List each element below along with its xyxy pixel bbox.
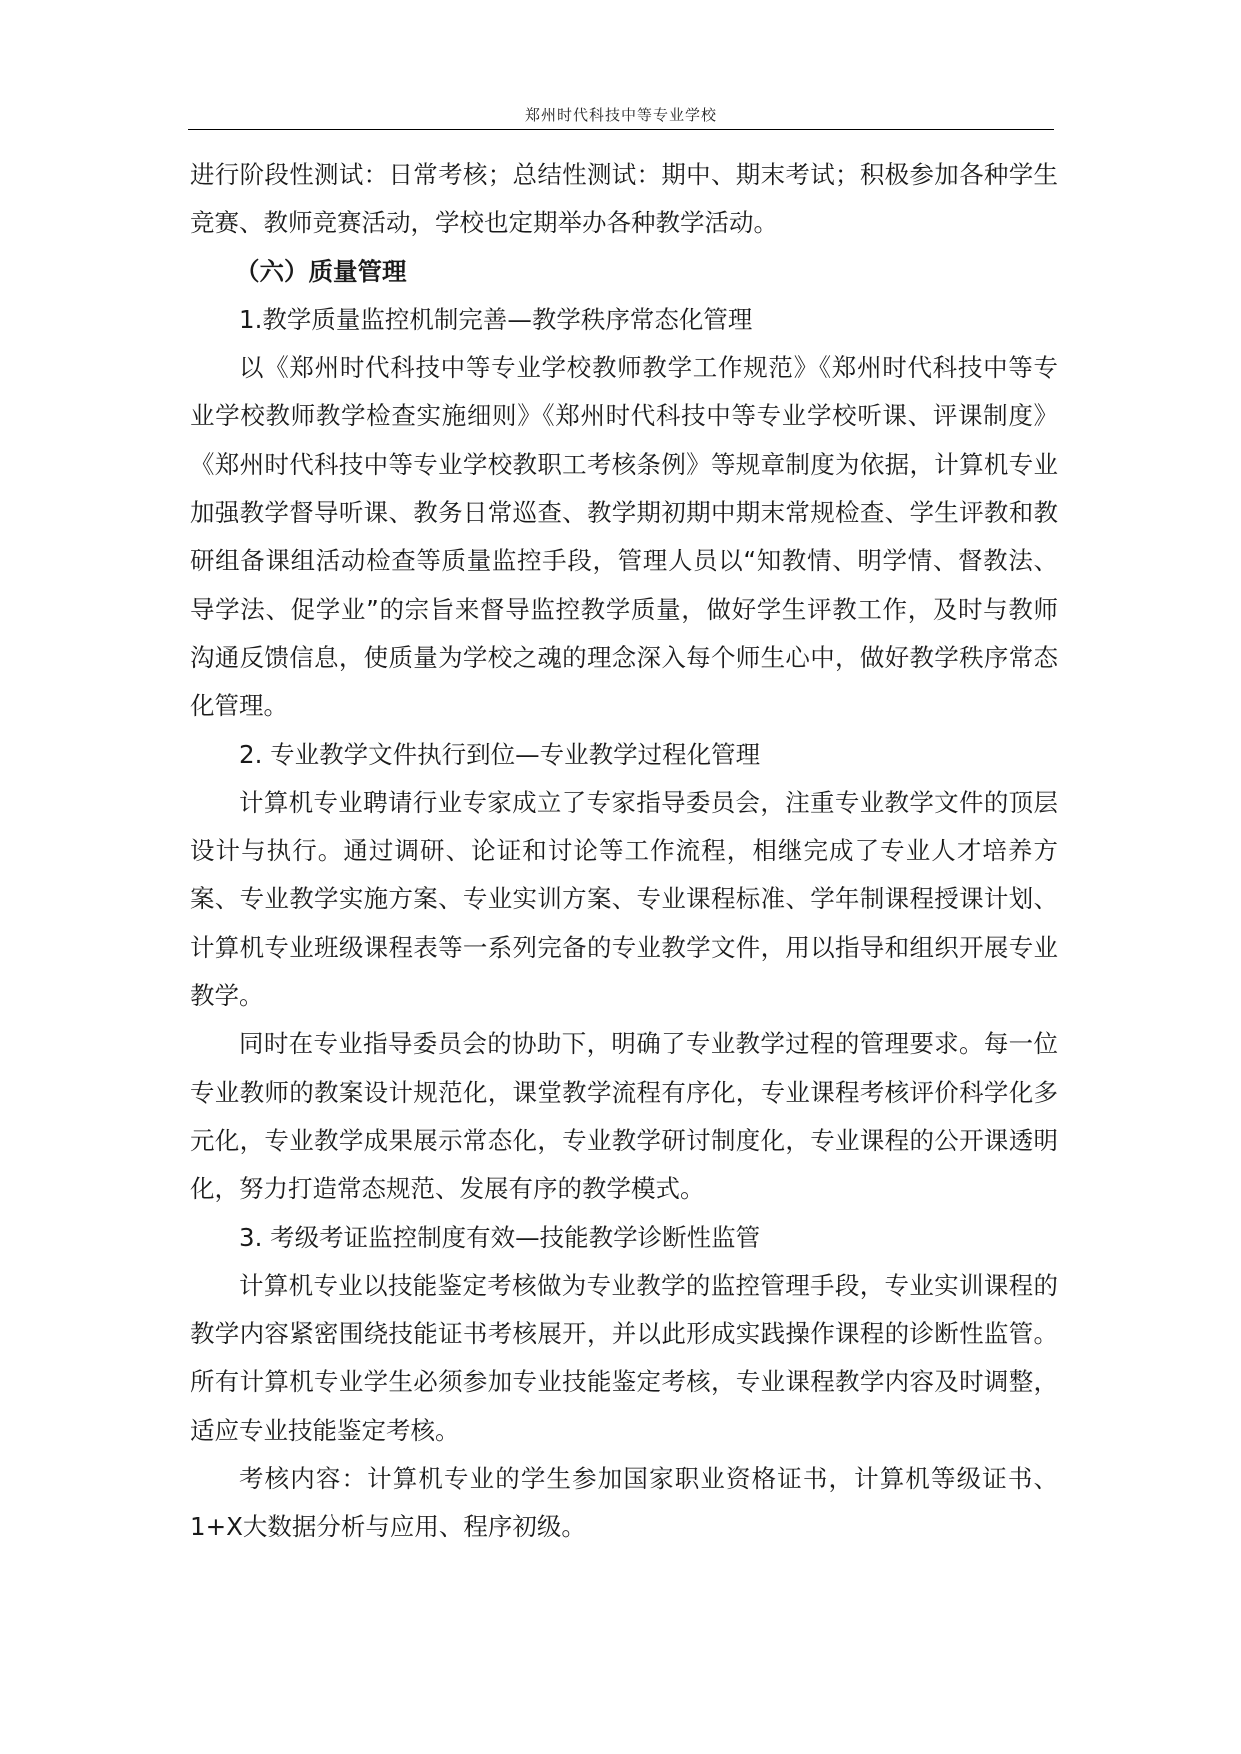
- subheading-3: 3. 考级考证监控制度有效—技能教学诊断性监管: [239, 1222, 761, 1252]
- section-heading-quality-management: （六）质量管理: [235, 256, 407, 286]
- paragraph-5: 考核内容：计算机专业的学生参加国家职业资格证书，计算机等级证书、1+X大数据分析与应用、程序初级。: [190, 1464, 1058, 1542]
- paragraph-2: 计算机专业聘请行业专家成立了专家指导委员会，注重专业教学文件的顶层设计与执行。通过调研、论证和讨论等工作流程，相继完成了专业人才培养方案、专业教学实施方案、专业实训方案、专业课程标准、学年制课程授课计划、计算机专业班级课程表等一系列完备的专业教学文件，用以指导和组织开展专业教学。: [190, 787, 1058, 1011]
- paragraph-4: 计算机专业以技能鉴定考核做为专业教学的监控管理手段，专业实训课程的教学内容紧密围绕技能证书考核展开，并以此形成实践操作课程的诊断性监管。所有计算机专业学生必须参加专业技能鉴定考核，专业课程教学内容及时调整，适应专业技能鉴定考核。: [190, 1270, 1058, 1445]
- header-divider: [188, 129, 1054, 130]
- paragraph-intro-continuation: 进行阶段性测试：日常考核；总结性测试：期中、期末考试；积极参加各种学生竞赛、教师竞赛活动，学校也定期举办各种教学活动。: [190, 160, 1058, 238]
- page-header: 郑州时代科技中等专业学校: [524, 106, 717, 124]
- paragraph-1: 以《郑州时代科技中等专业学校教师教学工作规范》《郑州时代科技中等专业学校教师教学检查实施细则》《郑州时代科技中等专业学校听课、评课制度》《郑州时代科技中等专业学校教职工考核条例》等规章制度为依据，计算机专业加强教学督导听课、教务日常巡查、教学期初期中期末常规检查、学生评教和教研组备课组活动检查等质量监控手段，管理人员以“知教情、明学情、督教法、导学法、促学业”的宗旨来督导监控教学质量，做好学生评教工作，及时与教师沟通反馈信息，使质量为学校之魂的理念深入每个师生心中，做好教学秩序常态化管理。: [190, 353, 1058, 721]
- paragraph-3: 同时在专业指导委员会的协助下，明确了专业教学过程的管理要求。每一位专业教师的教案设计规范化，课堂教学流程有序化，专业课程考核评价科学化多元化，专业教学成果展示常态化，专业教学研讨制度化，专业课程的公开课透明化，努力打造常态规范、发展有序的教学模式。: [190, 1029, 1058, 1204]
- subheading-2: 2. 专业教学文件执行到位—专业教学过程化管理: [239, 739, 761, 769]
- document-body: [190, 151, 1058, 1552]
- subheading-1: 1.教学质量监控机制完善—教学秩序常态化管理: [239, 304, 753, 334]
